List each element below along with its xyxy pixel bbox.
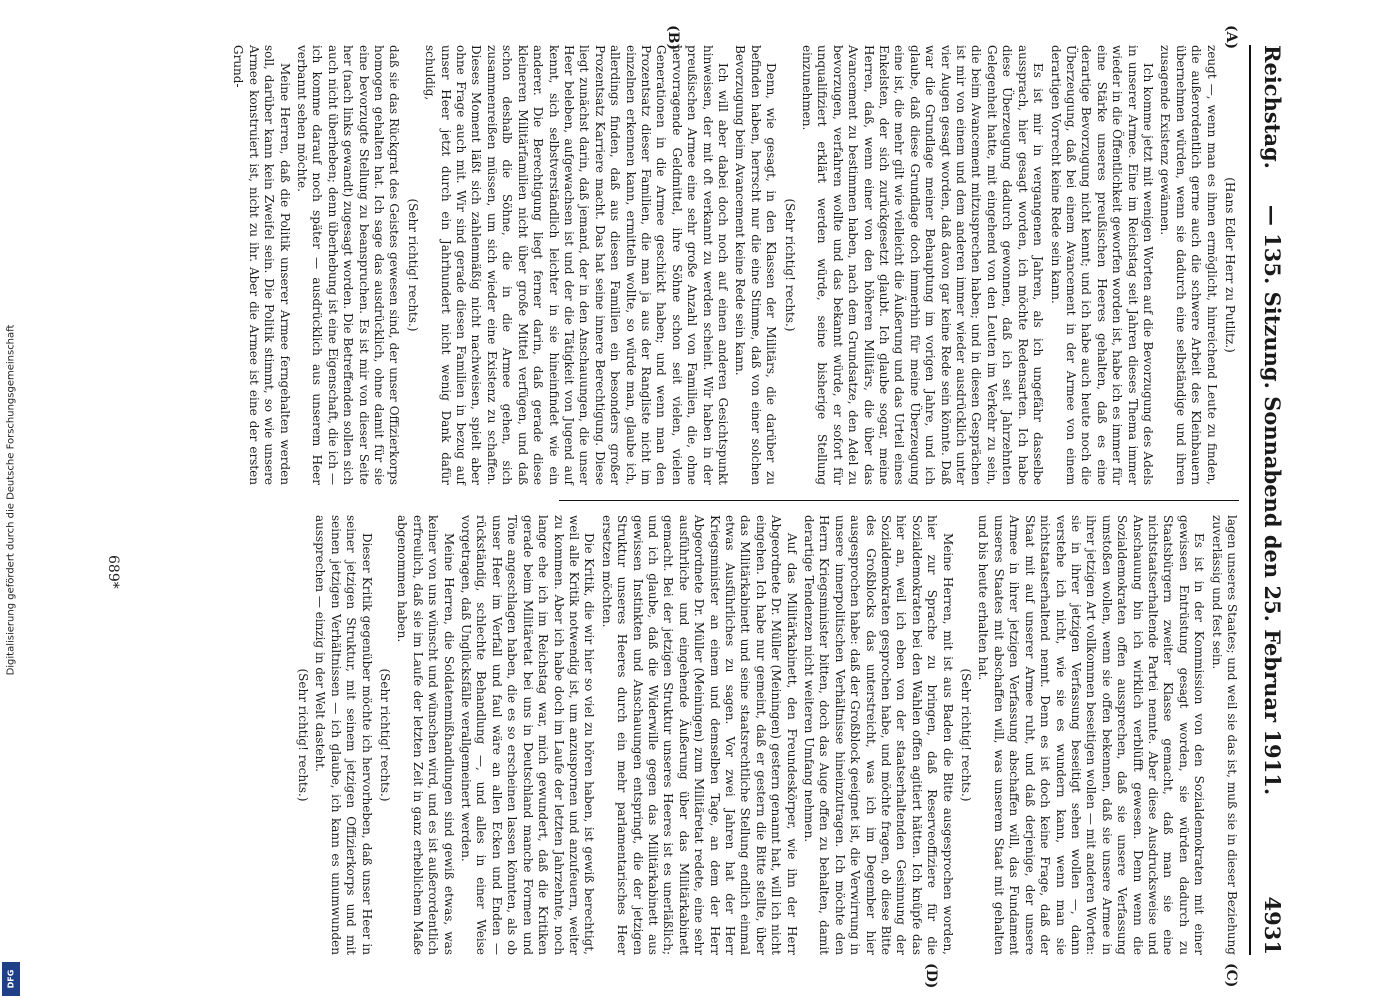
paragraph: Ich will aber dabei doch noch auf einen anderen Gesichtspunkt hinweisen, der mit oft verkannt zu werden scheint. Wir haben in der preußischen Armee eine sehr große Anzahl von Familien, die, ohne hervorragende Geldmittel, ihre Söhne schon seit vielen, vielen Generationen in die Armee geschickt haben; und wenn man den Prozentsatz dieser Familien, die man ja aus der Rangliste nicht im einzelnen erkennen kann, ermitteln wollte, so würde man, glaube ich, allerdings finden, daß aus diesen Familien ein besonders großer Prozentsatz Karriere macht. Das hat seine innere Berechtigung. Diese liegt zunächst darin, daß jemand, der in den Anschauungen, die unser Heer beleben, aufgewachsen ist und der die Tätigkeit von Jugend auf kennt, sich selbstverständlich leichter in sie hineinfindet wie ein anderer. Die Berechtigung liegt ferner darin, daß gerade diese kleineren Militärfamilien nicht über große Mittel verfügen, und daß schon deshalb die Söhne, die in die Armee gehen, sich zusammenreißen müssen, um sich wieder eine Existenz zu schaffen. Dieses Moment läßt sich zahlenmäßig nicht nachweisen, spielt aber ohne Frage auch mit. Wir sind gerade diesen Familien in bezug auf unser Heer jetzt durch ein Jahrhundert nicht wenig Dank dafür schuldig, xyxy=(423,45,730,485)
margin-marker-b: (B) xyxy=(665,25,681,51)
paragraph: Ich komme jetzt mit wenigen Worten auf die Bevorzugung des Adels in unserer Armee. Eine im Reichstag seit Jahren dieses Thema immer wieder in die Öffentlichkeit geworfen worden ist, habe ich es immer für eine Stärke unseres preußischen Heeres gehalten, daß es eine derartige Bevorzugung nicht kennt; und ich habe auch heute noch die Überzeugung, daß bei einem Avancement in der Armee von einem derartigen Vorrecht keine Rede sein kann. xyxy=(1048,45,1155,485)
paragraph: Es ist mir in vergangenen Jahren, als ich ungefähr dasselbe aussprach, hier gesagt worden, ich möchte Redensarten. Ich habe diese Überzeugung dadurch gewonnen, daß ich seit Jahrzehnten Gelegenheit hatte, mit eingehend von den Leuten im Verkehr zu sein, die beim Avancement mitzusprechen haben; und in diesen Gesprächen ist mir von einem und dem anderen immer wieder ausdrücklich unter vier Augen gesagt worden, daß davon gar keine Rede sein könnte. Daß war die Grundlage meiner Behauptung im vorigen Jahre, und ich glaube, daß diese Grundlage doch immerhin für meine Überzeugung eine ist, die mehr gilt wie vielleicht die Äußerung und das Urteil eines Enkelsten, der sich zurückgesetzt glaubt. Ich glaube sogar, meine Herren, daß, wenn einer von den höheren Militärs, die über das Avancement zu bestimmen haben, nach dem Grundsatze, den Adel zu bevorzugen, verfahren wollte und das bekannt würde, er sofort für unqualifiziert erklärt werden würde, seine bisherige Stellung einzunehmen. xyxy=(800,45,1046,485)
dfg-logo-text: DFG xyxy=(6,969,16,989)
header-center: — 135. Sitzung. Sonnabend den 25. Februar 1911. xyxy=(1260,204,1285,796)
credit-text: Digitalisierung gefördert durch die Deutsche Forschungsgemeinschaft xyxy=(5,324,17,676)
interjection: (Sehr richtig! rechts.) xyxy=(405,198,420,332)
paragraph: Denn, wie gesagt, in den Klassen der Militärs, die darüber zu befinden haben, herrscht nur die eine Stimme, daß von einer solchen Bevorzugung beim Avancement keine Rede sein kann. xyxy=(733,45,779,485)
page-footer-number: 689* xyxy=(105,555,121,589)
paragraph: zeugt —, wenn man es ihnen ermöglicht, hinreichend Leute zu finden, die außerordentlich gerne auch die schwere Arbeit des Kleinbauern übernehmen würden, wenn sie dadurch eine selbständige und ihren zusagende Existenz gewännen. xyxy=(1158,45,1219,485)
interjection: (Sehr richtig! rechts.) xyxy=(782,198,797,332)
paragraph: Die Kritik, die wir hier so viel zu hören haben, ist gewiß berechtigt, weil alle Kritik notwendig ist, um anzuspornen und anzufeuern, weiter zu kommen. Aber ich habe doch im Laufe der letzten Jahrzehnte, noch lange ehe ich im Reichstag war, mich gewundert, daß die Kritiken gerade beim Militäretat bei uns in Deutschland manche Formen und Töne angeschlagen haben, die es so erscheinen lassen könnten, als ob unser Heer im Verfall und faul wäre an allen Ecken und Enden — rückständig, schlechte Behandlung —, und alles in einer Weise vorgetragen, daß Unglücksfälle verallgemeinert werden. xyxy=(459,515,597,955)
interjection: (Sehr richtig! rechts.) xyxy=(959,668,974,802)
right-column xyxy=(292,515,1239,955)
page-header xyxy=(1249,45,1291,955)
column-divider xyxy=(559,500,1239,501)
speaker-name: (Hans Edler Herr zu Putlitz.) xyxy=(1223,177,1237,353)
interjection: (Sehr richtig! rechts.) xyxy=(296,668,311,802)
left-column xyxy=(228,45,1239,485)
paragraph: Meine Herren, daß die Politik unserer Armee ferngehalten werden soll, darüber kann kein Zweifel sein. Die Politik stimmt, so wie unsere Armee konstruiert ist, nicht zu ihr. Aber die Armee ist eine der ersten Grund- xyxy=(231,45,292,485)
paragraph: daß sie das Rückgrat des Geistes gewesen sind, der unser Offizierkorps homogen gehalten hat. Ich sage das ausdrücklich, ohne damit für sie eine bevorzugte Stellung zu beanspruchen. Es ist mir von dieser Seite her (nach links gewandt) zugesagt worden. Die Betreffenden sollen sich auch nicht überheben; denn überhebung ist eine Eigenschaft, die ich — ich komme darauf noch später — ausdrücklich aus unserem Heer verbannt sehen möchte. xyxy=(295,45,402,485)
margin-marker-c: (C) xyxy=(1223,963,1239,988)
paragraph: Dieser Kritik gegenüber möchte ich hervorheben, daß unser Heer in seiner jetzigen Struktur, mit seinem jetzigen Offizierkorps und mit seinen jetzigen Verhältnissen — ich glaube, ich kann es unumwunden aussprechen — einzig in der Welt dasteht. xyxy=(313,515,374,955)
paragraph: Meine Herren, mit ist aus Baden die Bitte ausgesprochen worden, hier zur Sprache zu bringen, daß Reserveoffiziere für die Sozialdemokraten bei den Wahlen offen agitiert hätten. Ich knüpfe das hier an, weil ich eben von der staatserhaltenden Gesinnung der Sozialdemokraten gesprochen habe, und möchte fragen, ob diese Bitte des Großblocks das unterstreicht, was ich im Degember hier ausgesprochen habe: daß der Großblock geeignet ist, die Verwirrung in unsere innerpolitischen Verhältnisse hineinzutragen. Ich möchte den Herrn Kriegsminister bitten, doch das Auge offen zu behalten, damit derartige Tendenzen nicht weiteren Umfang nehmen. xyxy=(802,515,955,955)
paragraph: Meine Herren, die Soldatenmißhandlungen sind gewiß etwas, was keiner von uns wünscht und wünschen wird, und es ist außerordentlich erfreulich, daß sie im Laufe der letzten Zeit in ganz erheblichem Maße abgenommen haben. xyxy=(395,515,456,955)
margin-marker-d: (D) xyxy=(923,963,939,989)
dfg-logo xyxy=(2,962,20,996)
rotated-page xyxy=(91,25,1291,989)
header-page-number: 4931 xyxy=(1260,896,1285,955)
paragraph: lagen unseres Staates; und weil sie das ist, muß sie in dieser Beziehung zuverlässig und fest sein. xyxy=(1209,515,1239,955)
digitization-credit xyxy=(0,0,22,1000)
margin-marker-a: (A) xyxy=(1223,25,1239,50)
header-left: Reichstag. xyxy=(1260,45,1285,169)
paragraph: Auf das Militärkabinett, den Freundeskörper, wie ihn der Herr Abgeordnete Dr. Müller (Meiningen) gestern genannt hat, will ich nicht eingehen. Ich habe nur gemeint, daß er gestern die Bitte stellte, über das Militärkabinett und seine staatsrechtliche Stellung endlich einmal etwas Ausführliches zu sagen. Vor zwei Jahren hat der Herr Kriegsminister an einem und demselben Tage, an dem der Herr Abgeordnete Dr. Müller (Meiningen) zum Militäretat redete, eine sehr ausführliche und eingehende Äußerung über das Militärkabinett gemacht. Bei der jetzigen Struktur unseres Heeres ist es unerläßlich; und ich glaube, daß die Widerwille gegen das Militärkabinett aus gewissen Instinkten und Anschauungen entspringt, die der jetzigen Struktur unseres Heeres durch ein mehr parlamentarisches Heer ersetzen möchten. xyxy=(599,515,799,955)
interjection: (Sehr richtig! rechts.) xyxy=(378,668,393,802)
paragraph: Es ist in der Kommission von den Sozialdemokraten mit einer gewissen Entrüstung gesagt worden, sie würden dadurch zu Staatsbürgern zweiter Klasse gemacht, daß man sie eine nichtstaatserhaltende Partei nennte. Aber diese Ausdrucksweise und Anschauung bin ich wirklich verblüfft gewesen. Denn wenn die Sozialdemokraten offen aussprechen, daß sie unsere Verfassung umstoßen wollen, wenn sie offen bekennen, daß sie unsere Armee in ihrer jetzigen Art vollkommen beseitigen wollen — mit anderen Worten: sie in ihrer jetzigen Verfassung beseitigt sehen wollen —, dann verstehe ich nicht, wie sie es wundern kann, wenn man sie nichtstaatserhaltend nennt. Denn es ist doch keine Frage, daß der Staat mit auf unserer Armee ruht, und daß derjenige, der unsere Armee in ihrer jetzigen Verfassung abschaffen will, das Fundament unseres Staates mit abschaffen will, was unserem Staat mit gehalten und bis heute erhalten hat. xyxy=(976,515,1207,955)
